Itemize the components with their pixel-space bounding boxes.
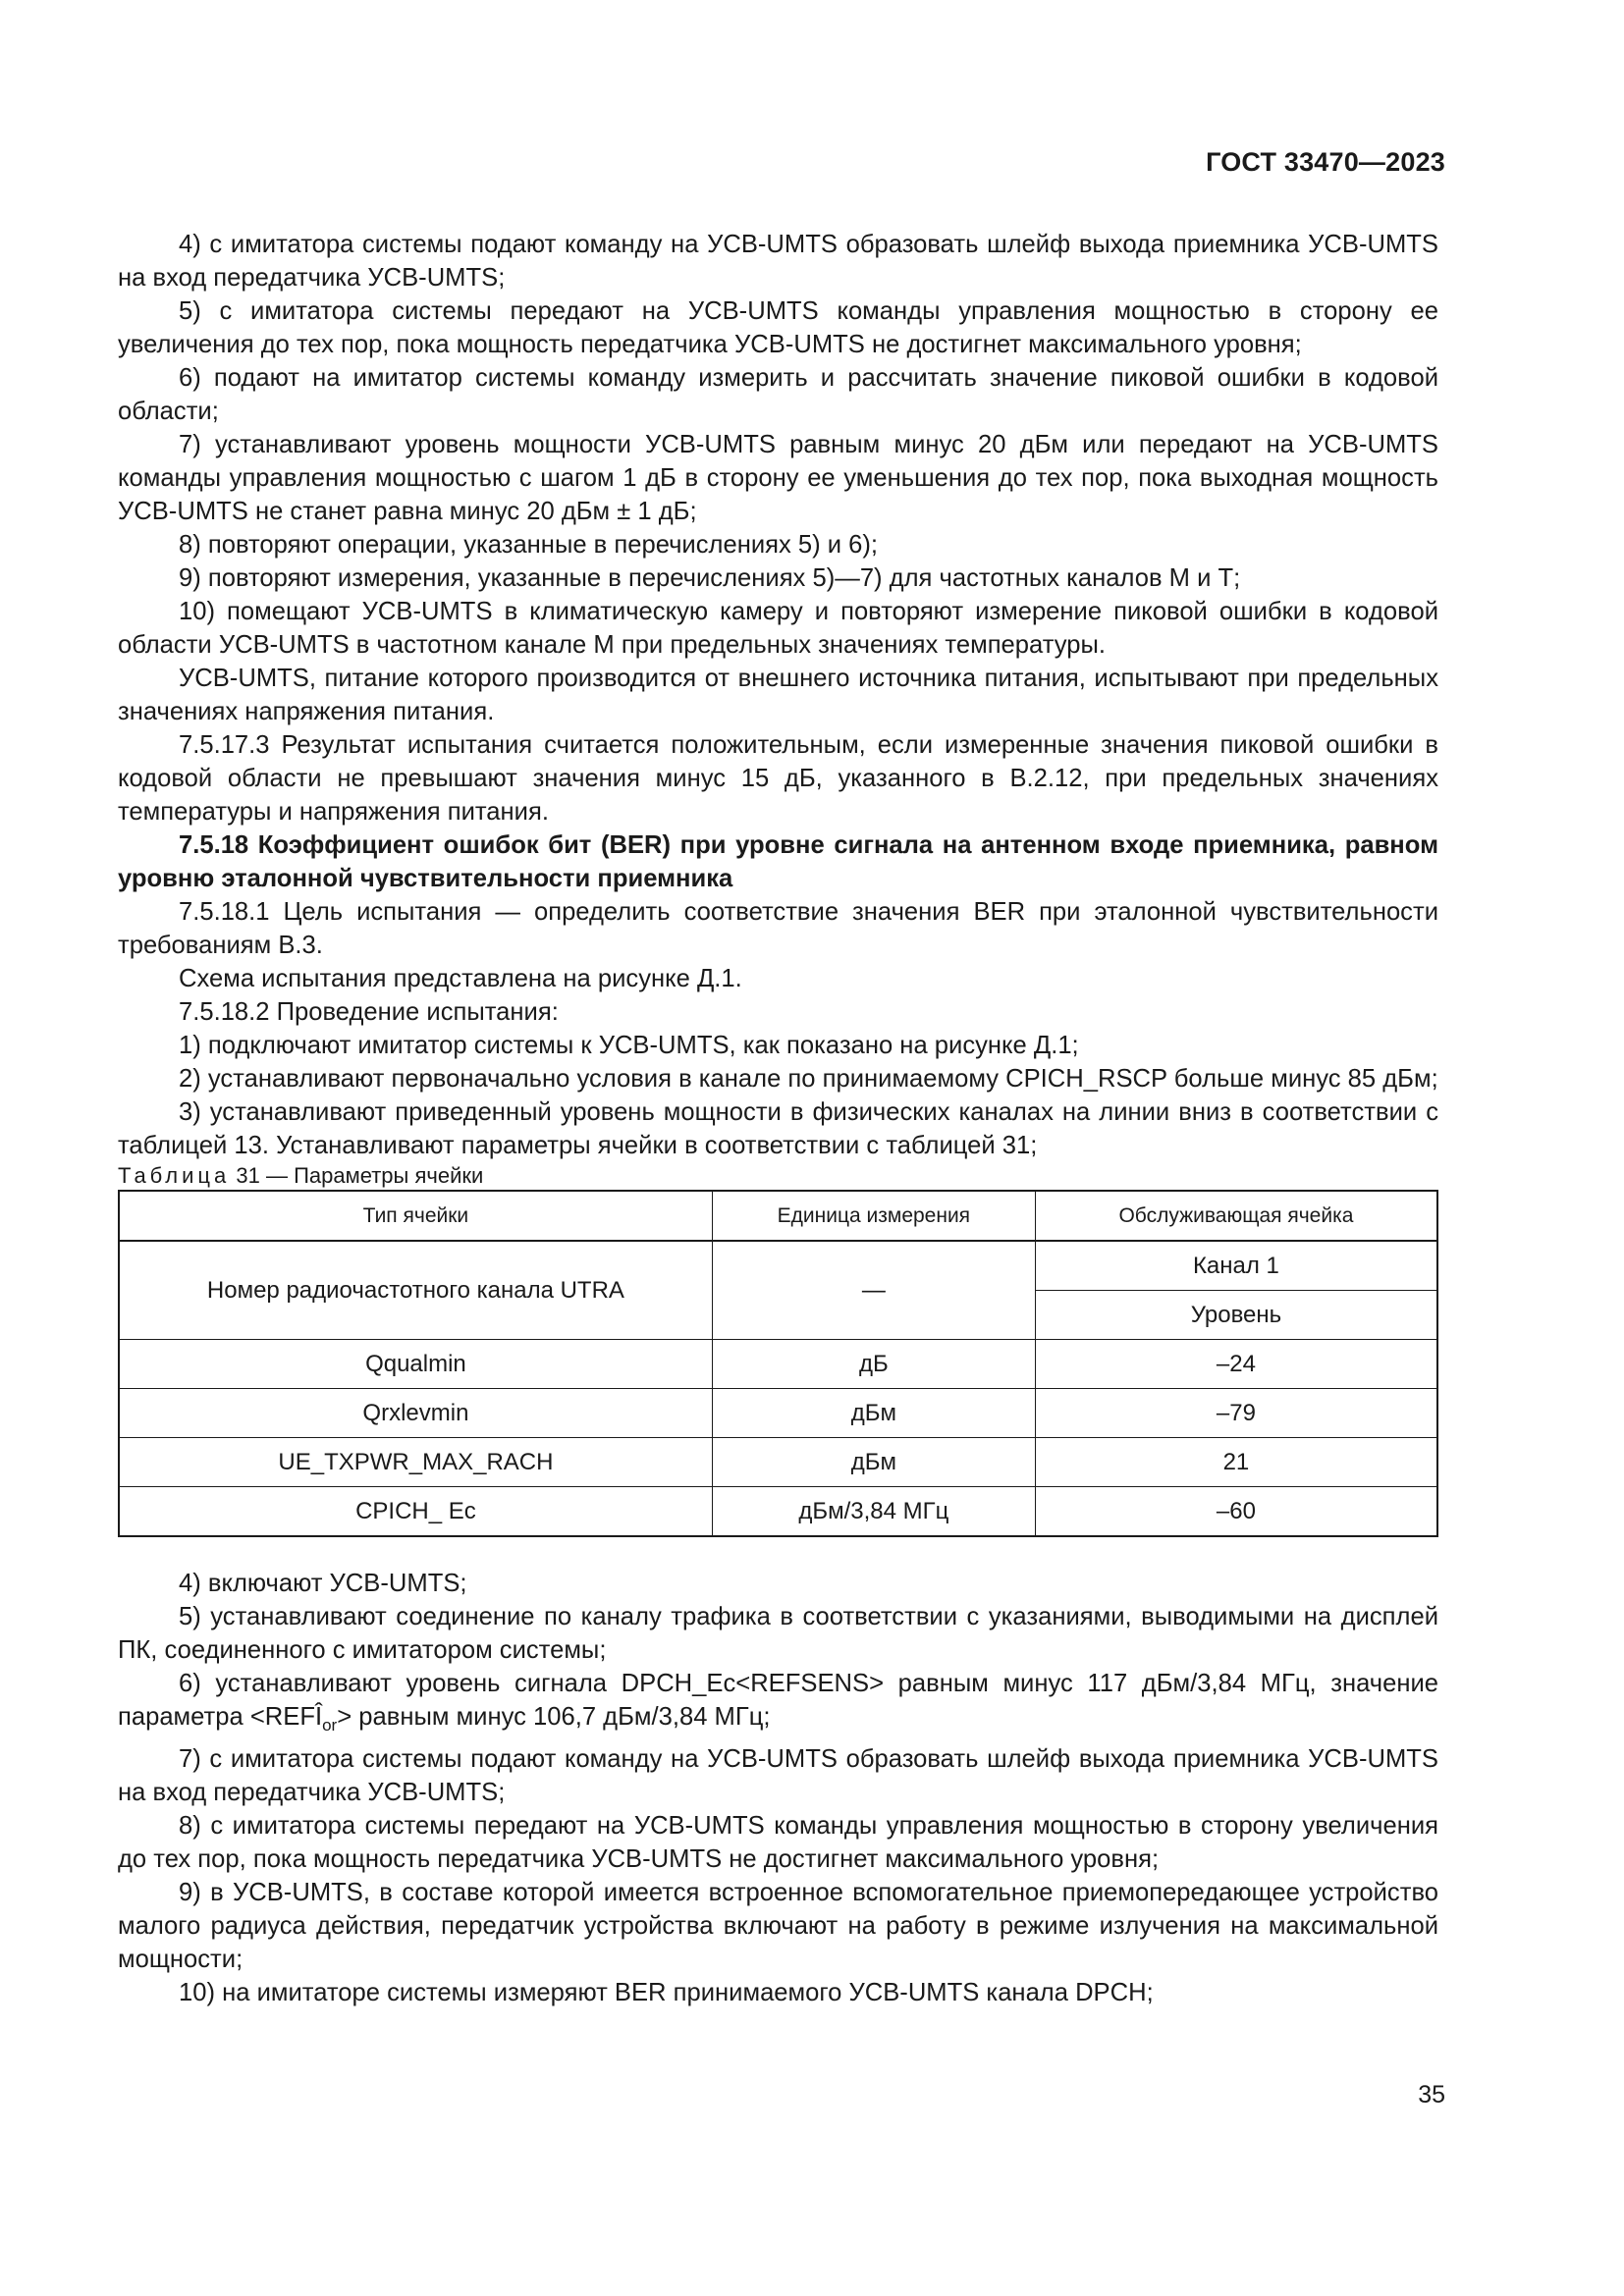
paragraph: 7.5.18.2 Проведение испытания: — [179, 998, 559, 1026]
paragraph-text: 6) устанавливают уровень сигнала DPCH_Ec<REFSENS> равным минус 117 дБм/3,84 МГц, значение параметра <REFÎ — [118, 1670, 1438, 1731]
cell-value: Канал 1 — [1035, 1241, 1437, 1291]
cell-unit: дБм — [712, 1389, 1035, 1438]
paragraph: 9) в УСВ-UMTS, в составе которой имеется встроенное вспомогательное приемопередающее устройство малого радиуса действия, передатчик устройства включают на работу в режиме излучения на максимальной мощности; — [118, 1879, 1438, 1974]
cell-name: Qqualmin — [119, 1340, 712, 1389]
paragraph-refsens — [118, 1667, 1438, 1742]
cell-unit: дБ — [712, 1340, 1035, 1389]
cell-name: Номер радиочастотного канала UTRA — [119, 1241, 712, 1340]
paragraph: 6) подают на имитатор системы команду измерить и рассчитать значение пиковой ошибки в кодовой области; — [118, 364, 1438, 425]
paragraph: 5) устанавливают соединение по каналу трафика в соответствии с указаниями, выводимыми на дисплей ПК, соединенного с имитатором системы; — [118, 1603, 1438, 1664]
cell-value: 21 — [1035, 1438, 1437, 1487]
table-row — [119, 1340, 1437, 1389]
cell-value: Уровень — [1035, 1291, 1437, 1340]
paragraph: 2) устанавливают первоначально условия в канале по принимаемому CPICH_RSCP больше минус 85 дБм; — [179, 1065, 1438, 1093]
cell-unit: дБм/3,84 МГц — [712, 1487, 1035, 1537]
paragraph: Схема испытания представлена на рисунке Д.1. — [179, 965, 742, 992]
document-code: ГОСТ 33470—2023 — [1206, 147, 1445, 177]
paragraph: 1) подключают имитатор системы к УСВ-UMTS, как показано на рисунке Д.1; — [179, 1032, 1079, 1059]
paragraph: 8) с имитатора системы передают на УСВ-UMTS команды управления мощностью в сторону увеличения до тех пор, пока мощность передатчика УСВ-UMTS не достигнет максимального уровня; — [118, 1812, 1438, 1874]
table-row — [119, 1241, 1437, 1291]
post-table-text — [118, 1567, 1438, 2009]
paragraph: 9) повторяют измерения, указанные в перечислениях 5)—7) для частотных каналов М и Т; — [179, 564, 1241, 592]
section-heading: 7.5.18 Коэффициент ошибок бит (BER) при уровне сигнала на антенном входе приемника, равном уровню эталонной чувствительности приемника — [118, 831, 1438, 892]
paragraph: 4) с имитатора системы подают команду на УСВ-UMTS образовать шлейф выхода приемника УСВ-UMTS на вход передатчика УСВ-UMTS; — [118, 231, 1438, 292]
cell-name: Qrxlevmin — [119, 1389, 712, 1438]
cell-parameters-table — [118, 1190, 1438, 1537]
paragraph: 5) с имитатора системы передают на УСВ-UMTS команды управления мощностью в сторону ее увеличения до тех пор, пока мощность передатчика УСВ-UMTS не достигнет максимального уровня; — [118, 297, 1438, 358]
paragraph: 10) на имитаторе системы измеряют BER принимаемого УСВ-UMTS канала DPCH; — [179, 1979, 1154, 2007]
table-caption — [118, 1162, 1438, 1190]
cell-name: UE_TXPWR_MAX_RACH — [119, 1438, 712, 1487]
paragraph: 8) повторяют операции, указанные в перечислениях 5) и 6); — [179, 531, 879, 559]
table-row — [119, 1438, 1437, 1487]
header-cell-unit: Единица измерения — [712, 1191, 1035, 1241]
table-caption-word: Таблица — [118, 1163, 231, 1188]
table-row — [119, 1487, 1437, 1537]
paragraph: 7) устанавливают уровень мощности УСВ-UMTS равным минус 20 дБм или передают на УСВ-UMTS команды управления мощностью с шагом 1 дБ в сторону ее уменьшения до тех пор, пока выходная мощность УСВ-UMTS не станет равна минус 20 дБм ± 1 дБ; — [118, 431, 1438, 525]
cell-unit: дБм — [712, 1438, 1035, 1487]
paragraph: 7.5.18.1 Цель испытания — определить соответствие значения BER при эталонной чувствительности требованиям В.3. — [118, 898, 1438, 959]
paragraph: 7.5.17.3 Результат испытания считается положительным, если измеренные значения пиковой ошибки в кодовой области не превышают значения минус 15 дБ, указанного в В.2.12, при предельных значениях температуры и напряжения питания. — [118, 731, 1438, 826]
paragraph: 4) включают УСВ-UMTS; — [179, 1570, 467, 1597]
cell-value: –60 — [1035, 1487, 1437, 1537]
page-number: 35 — [1418, 2081, 1445, 2109]
paragraph: 3) устанавливают приведенный уровень мощности в физических каналах на линии вниз в соответствии с таблицей 13. Устанавливают параметры ячейки в соответствии с таблицей 31; — [118, 1098, 1438, 1159]
cell-unit: — — [712, 1241, 1035, 1340]
cell-value: –79 — [1035, 1389, 1437, 1438]
table-header-row — [119, 1191, 1437, 1241]
subscript: or — [322, 1716, 338, 1735]
table-row — [119, 1389, 1437, 1438]
header-cell-type: Тип ячейки — [119, 1191, 712, 1241]
paragraph-text: > равным минус 106,7 дБм/3,84 МГц; — [337, 1703, 771, 1731]
table-caption-title: 31 — Параметры ячейки — [236, 1163, 484, 1188]
paragraph: УСВ-UMTS, питание которого производится от внешнего источника питания, испытывают при предельных значениях напряжения питания. — [118, 665, 1438, 725]
document-body — [118, 228, 1438, 2009]
cell-value: –24 — [1035, 1340, 1437, 1389]
paragraph: 7) с имитатора системы подают команду на УСВ-UMTS образовать шлейф выхода приемника УСВ-UMTS на вход передатчика УСВ-UMTS; — [118, 1745, 1438, 1807]
paragraph: 10) помещают УСВ-UMTS в климатическую камеру и повторяют измерение пиковой ошибки в кодовой области УСВ-UMTS в частотном канале М при предельных значениях температуры. — [118, 598, 1438, 659]
cell-name: CPICH_ Ec — [119, 1487, 712, 1537]
header-cell-serving: Обслуживающая ячейка — [1035, 1191, 1437, 1241]
